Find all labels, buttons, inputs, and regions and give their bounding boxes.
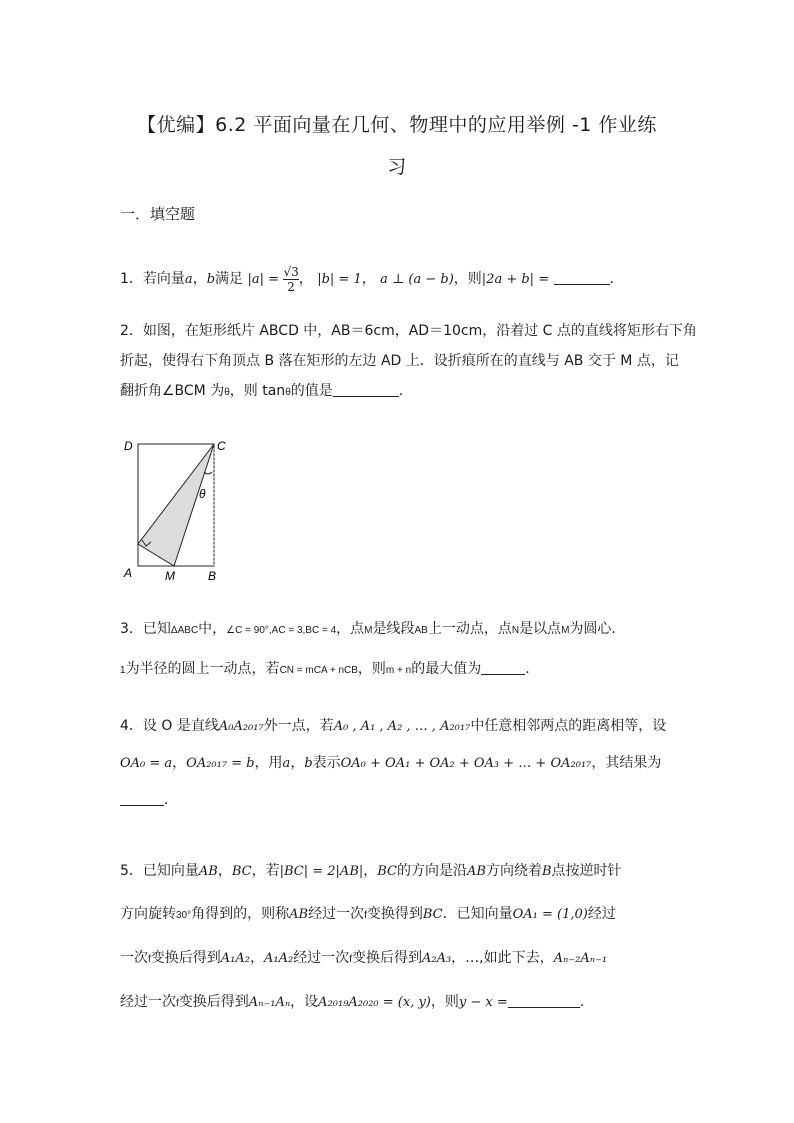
question-3: 3．已知ΔABC中，∠C = 90°,AC = 3,BC = 4，点M是线段AB上一动点，点N是以点M为圆心． 1为半径的圆上一动点，若CN = mCA + nCB，则m + n的最大值为 . bbox=[120, 621, 626, 677]
question-4: 4．设 O 是直线A₀A₂₀₁₇外一点，若A₀ , A₁ , A₂ , … , A₂₀₁₇中任意相邻两点的距离相等，设 OA₀ = a，OA₂₀₁₇ = b，用a，b表示OA₀ + OA₁ + OA₂ + OA₃ + … + OA₂₀₁₇，其结果为 . bbox=[120, 718, 667, 808]
page-title bbox=[100, 104, 694, 188]
q1-answer-blank[interactable] bbox=[554, 268, 610, 285]
label-b: B bbox=[208, 569, 217, 583]
q3-vector-equation: CN = mCA + nCB bbox=[279, 665, 358, 676]
q1-number: 1． bbox=[120, 271, 143, 287]
q4-sum-expression: OA₀ + OA₁ + OA₂ + OA₃ + … + OA₂₀₁₇ bbox=[340, 756, 592, 771]
title-line-2: 习 bbox=[387, 156, 407, 178]
label-d: D bbox=[124, 439, 133, 453]
title-line-1: 【优编】6.2 平面向量在几何、物理中的应用举例 -1 作业练 bbox=[137, 114, 657, 136]
folded-triangle bbox=[138, 444, 214, 566]
question-5: 5．已知向量AB，BC，若|BC| = 2|AB|，BC的方向是沿AB方向绕着B点按逆时针 方向旋转30°角得到的，则称AB经过一次f变换得到BC．已知向量OA₁ = (1,0)经过 一次f变换后得到A₁A₂，A₁A₂经过一次f变换后得到A₂A₃，…,如此下去，Aₙ₋₂Aₙ₋₁ 经过一次f变换后得到Aₙ₋₁Aₙ，设A₂₀₁₉A₂₀₂₀ = (x, y)，则y − x = . bbox=[120, 863, 622, 1010]
q1-cond-2: |b| = 1 bbox=[317, 272, 362, 287]
section-heading: 一．填空题 bbox=[120, 205, 196, 223]
label-a: A bbox=[124, 566, 133, 580]
q3-answer-blank[interactable] bbox=[481, 658, 525, 675]
q1-expression: |2a + b| = bbox=[481, 272, 550, 287]
label-m: M bbox=[165, 569, 175, 583]
q1-cond-3: a ⊥ (a − b) bbox=[380, 272, 454, 287]
q1-cond-1: |a| = bbox=[247, 272, 280, 287]
rectangle-fold-figure bbox=[118, 432, 234, 587]
q1-fraction: $\frac{√3}{2}$ bbox=[283, 264, 299, 294]
q2-answer-blank[interactable] bbox=[333, 380, 399, 397]
q5-answer-blank[interactable] bbox=[508, 991, 580, 1008]
q4-answer-blank[interactable] bbox=[120, 789, 164, 806]
label-theta: θ bbox=[199, 487, 206, 501]
question-2: 2．如图，在矩形纸片 ABCD 中，AB＝6cm，AD＝10cm，沿着过 C 点的直线将矩形右下角 折起，使得右下角顶点 B 落在矩形的左边 AD 上．设折痕所在的直线与 AB 交于 M 点，记 翻折角∠BCM 为θ，则 tanθ的值是 . bbox=[120, 323, 697, 399]
question-1: 1．若向量a，b满足 |a| = $\frac{√3}{2}$ ， |b| = 1， a ⊥ (a − b)，则|2a + b| = . bbox=[120, 264, 614, 294]
label-c: C bbox=[217, 439, 226, 453]
